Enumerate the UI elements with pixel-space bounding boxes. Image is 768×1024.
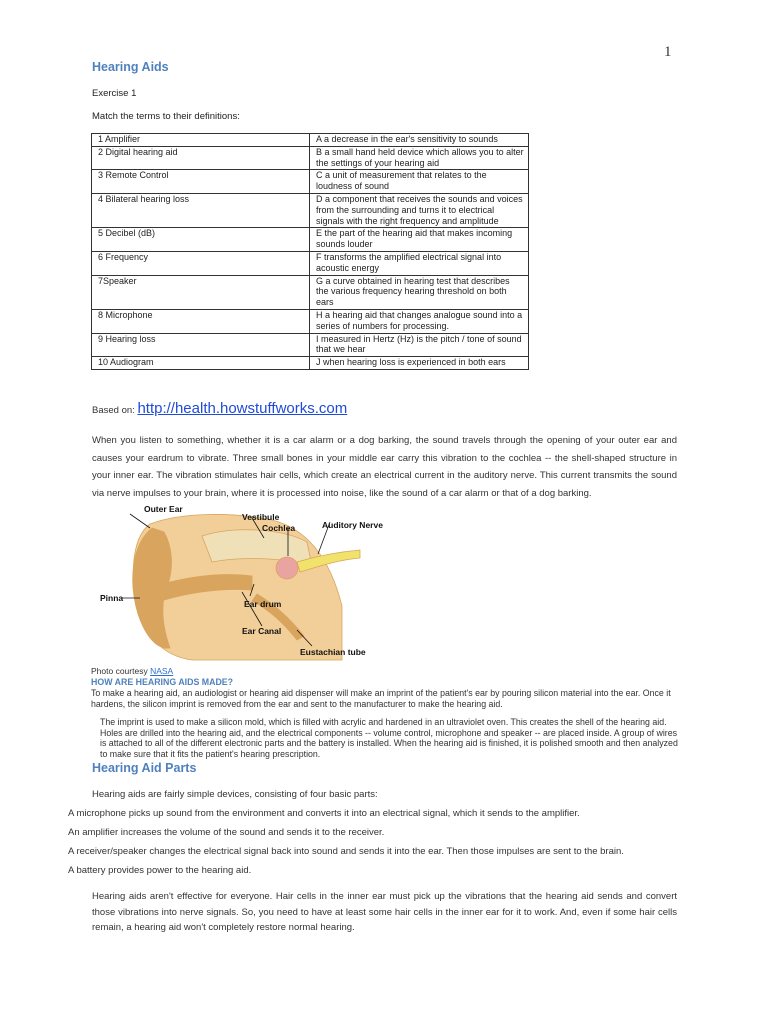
photo-credit — [91, 666, 173, 676]
page-number: 1 — [664, 44, 672, 60]
how-made-paragraph-1: To make a hearing aid, an audiologist or hearing aid dispenser will make an imprint of the patient's ear by pouring silicon material into the ear. Once it hardens, the silicon imprint is removed from the ear and sent to the manufacturer to make the hearing aid. — [91, 688, 671, 709]
ear-anatomy-figure — [92, 506, 388, 662]
definition-cell: A a decrease in the ear's sensitivity to sounds — [310, 134, 529, 147]
term-cell: 2 Digital hearing aid — [92, 146, 310, 170]
table-row — [92, 333, 529, 357]
parts-heading: Hearing Aid Parts — [92, 761, 197, 775]
term-cell: 9 Hearing loss — [92, 333, 310, 357]
page-title: Hearing Aids — [92, 60, 169, 74]
definition-cell: F transforms the amplified electrical signal into acoustic energy — [310, 251, 529, 275]
label-ear-canal: Ear Canal — [242, 626, 282, 636]
matching-table — [91, 133, 529, 370]
table-row — [92, 251, 529, 275]
term-cell: 1 Amplifier — [92, 134, 310, 147]
definition-cell: H a hearing aid that changes analogue sound into a series of numbers for processing. — [310, 309, 529, 333]
table-row — [92, 193, 529, 227]
part-receiver: A receiver/speaker changes the electrical signal back into sound and sends it into the ear. Then those impulses are sent to the brain. — [68, 846, 624, 857]
part-microphone: A microphone picks up sound from the environment and converts it into an electrical signal, which it sends to the amplifier. — [68, 808, 580, 819]
source-link[interactable]: http://health.howstuffworks.com — [137, 400, 348, 417]
based-on — [92, 400, 347, 417]
definition-cell: B a small hand held device which allows you to alter the settings of your hearing aid — [310, 146, 529, 170]
how-made-heading: HOW ARE HEARING AIDS MADE? — [91, 677, 234, 687]
definition-cell: I measured in Hertz (Hz) is the pitch / tone of sound that we hear — [310, 333, 529, 357]
based-on-label: Based on: — [92, 405, 135, 416]
definition-cell: D a component that receives the sounds and voices from the surrounding and turns it to electrical signals with the right frequency and amplitude — [310, 193, 529, 227]
cochlea-shape — [276, 557, 298, 579]
definition-cell: C a unit of measurement that relates to the loudness of sound — [310, 170, 529, 194]
label-pinna: Pinna — [100, 593, 124, 603]
label-eustachian-tube: Eustachian tube — [300, 647, 366, 657]
label-auditory-nerve: Auditory Nerve — [322, 520, 383, 530]
exercise-instructions: Match the terms to their definitions: — [92, 111, 240, 122]
table-row — [92, 275, 529, 309]
photo-credit-label: Photo courtesy — [91, 666, 151, 676]
table-row — [92, 309, 529, 333]
nasa-link[interactable]: NASA — [150, 666, 174, 676]
label-outer-ear: Outer Ear — [144, 504, 183, 514]
intro-paragraph: When you listen to something, whether it is a car alarm or a dog barking, the sound travels through the opening of your outer ear and causes your eardrum to vibrate. Three small bones in your middle ear carry this vibration to the cochlea -- the shell-shaped structure in your inner ear. The vibration stimulates hair cells, which create an electrical current in the auditory nerve. This current transmits the sound via nerve impulses to your brain, where it is processed into noise, like the sound of a car alarm or that of a dog barking. — [92, 435, 677, 499]
label-vestibule: Vestibule — [242, 512, 280, 522]
table-row — [92, 134, 529, 147]
table-row — [92, 146, 529, 170]
table-row — [92, 357, 529, 370]
definition-cell: G a curve obtained in hearing test that describes the various frequency hearing threshold on both ears — [310, 275, 529, 309]
how-made-paragraph-2: The imprint is used to make a silicon mold, which is filled with acrylic and hardened in an ultraviolet oven. This creates the shell of the hearing aid. Holes are drilled into the hearing aid, and the electrical components -- volume control, microphone and speaker -- are placed inside. A group of wires is attached to all of the different electronic parts and the battery is installed. When the hearing aid is finished, it is polished smooth and then analyzed to make sure that it fits the patient's hearing prescription. — [100, 717, 678, 759]
term-cell: 8 Microphone — [92, 309, 310, 333]
term-cell: 7Speaker — [92, 275, 310, 309]
term-cell: 6 Frequency — [92, 251, 310, 275]
label-cochlea: Cochlea — [262, 523, 296, 533]
exercise-label: Exercise 1 — [92, 88, 137, 99]
table-row — [92, 228, 529, 252]
closing-paragraph: Hearing aids aren't effective for everyone. Hair cells in the inner ear must pick up the vibrations that the hearing aid sends and convert those vibrations into nerve signals. So, you need to have at least some hair cells in the inner ear for it to work. And, even if some hair cells remain, a hearing aid won't completely restore normal hearing. — [92, 891, 677, 933]
term-cell: 5 Decibel (dB) — [92, 228, 310, 252]
term-cell: 3 Remote Control — [92, 170, 310, 194]
part-amplifier: An amplifier increases the volume of the sound and sends it to the receiver. — [68, 827, 385, 838]
definition-cell: J when hearing loss is experienced in both ears — [310, 357, 529, 370]
label-ear-drum: Ear drum — [244, 599, 282, 609]
term-cell: 10 Audiogram — [92, 357, 310, 370]
part-battery: A battery provides power to the hearing aid. — [68, 865, 252, 876]
definition-cell: E the part of the hearing aid that makes incoming sounds louder — [310, 228, 529, 252]
term-cell: 4 Bilateral hearing loss — [92, 193, 310, 227]
table-row — [92, 170, 529, 194]
parts-intro: Hearing aids are fairly simple devices, consisting of four basic parts: — [92, 789, 378, 800]
